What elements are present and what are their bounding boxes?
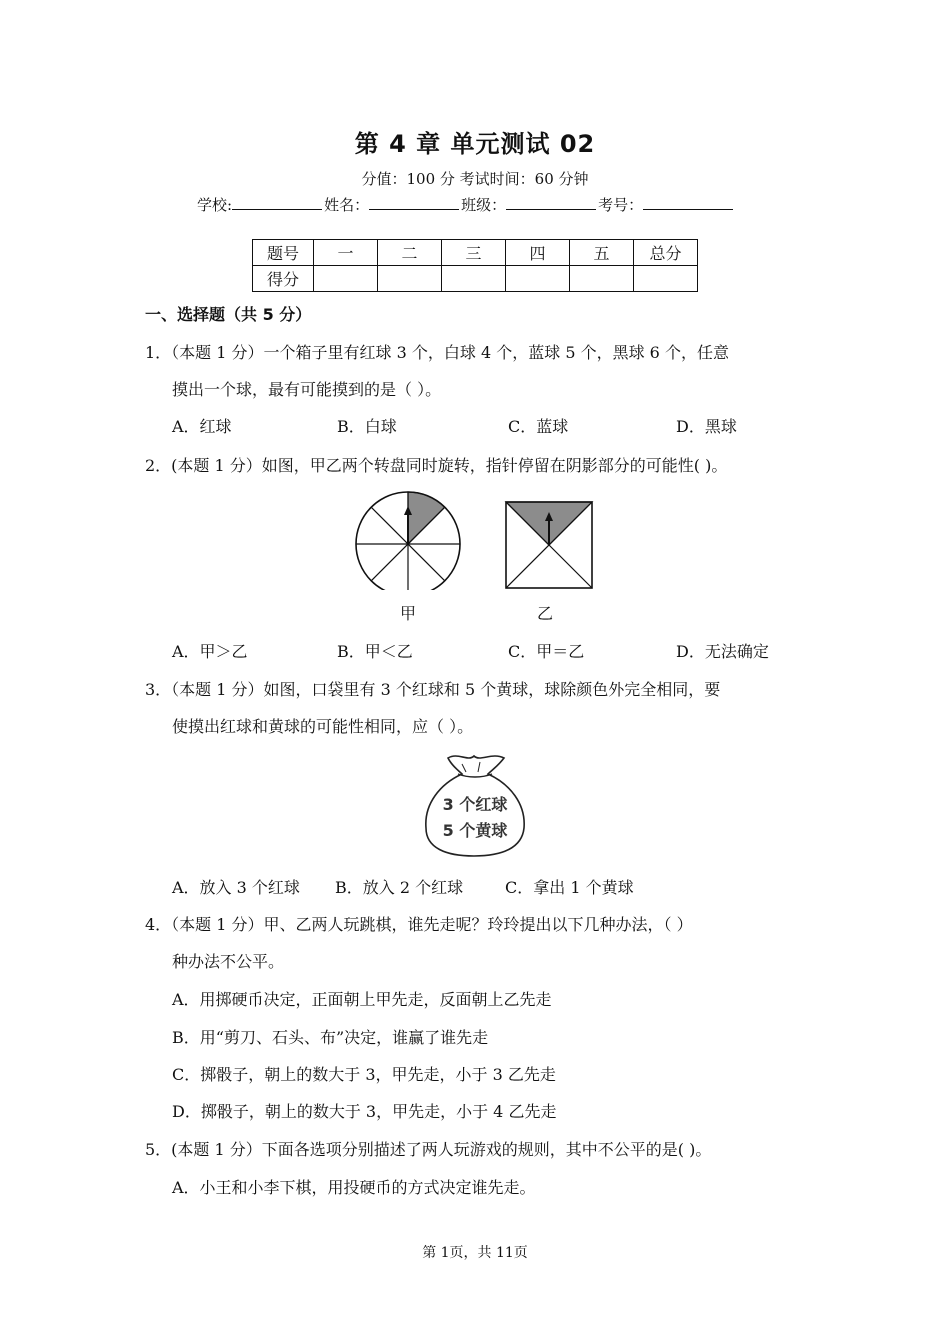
score-header-cell: 题号 [253,240,314,266]
page-title: 第 4 章 单元测试 02 [354,130,596,158]
q3-option-c: C．拿出 1 个黄球 [505,878,634,897]
q2-option-a: A．甲＞乙 [172,642,248,661]
q3-option-b: B．放入 2 个红球 [335,878,464,897]
figure-label-yi: 乙 [537,604,554,623]
bag-tie [458,774,492,777]
class-label: 班级： [461,196,507,214]
q2-option-c: C．甲＝乙 [508,642,585,661]
score-cell[interactable] [506,266,570,292]
question-3-text: 3．（本题 1 分）如图，口袋里有 3 个红球和 5 个黄球，球除颜色外完全相同，要 [145,680,721,699]
q5-option-a: A．小王和小李下棋，用投硬币的方式决定谁先走。 [172,1178,536,1197]
page-footer: 第 1页，共 11页 [422,1245,528,1261]
score-header-cell: 总分 [634,240,698,266]
spinner-square-yi [506,502,592,588]
school-blank[interactable] [232,195,322,210]
q2-option-b: B．甲＜乙 [337,642,413,661]
school-label: 学校: [197,196,233,214]
q1-option-a: A．红球 [172,417,232,436]
class-blank[interactable] [506,195,596,210]
question-1-text-cont: 摸出一个球，最有可能摸到的是（ ）。 [172,380,442,399]
q4-option-c: C．掷骰子，朝上的数大于 3，甲先走，小于 3 乙先走 [172,1065,556,1084]
exam-number-label: 考号： [598,196,644,214]
section-title: 一、选择题（共 5 分） [145,305,312,324]
score-cell[interactable] [314,266,378,292]
score-cell[interactable] [378,266,442,292]
question-4-text: 4．（本题 1 分）甲、乙两人玩跳棋，谁先走呢？玲玲提出以下几种办法，（ ） [145,915,693,934]
shaded-sector [408,492,445,544]
q4-option-b: B．用“剪刀、石头、布”决定，谁赢了谁先走 [172,1028,489,1047]
score-table [252,239,698,292]
score-header-cell: 五 [570,240,634,266]
name-blank[interactable] [369,195,459,210]
q2-option-d: D．无法确定 [676,642,769,661]
student-info-line [197,194,735,215]
spinner-figures [350,490,600,590]
score-header-cell: 二 [378,240,442,266]
ball-bag-figure [418,750,532,860]
question-5-text: 5．(本题 1 分）下面各选项分别描述了两人玩游戏的规则，其中不公平的是( )。 [145,1140,712,1159]
score-cell[interactable] [442,266,506,292]
score-cell[interactable] [570,266,634,292]
score-table-score-row [253,266,698,292]
score-cell[interactable] [634,266,698,292]
q4-option-d: D．掷骰子，朝上的数大于 3，甲先走，小于 4 乙先走 [172,1102,557,1121]
score-header-cell: 一 [314,240,378,266]
exam-subtitle: 分值：100 分 考试时间：60 分钟 [361,170,589,188]
figure-label-jia: 甲 [400,604,417,623]
exam-number-blank[interactable] [643,195,733,210]
q1-option-b: B．白球 [337,417,397,436]
question-1-text: 1．（本题 1 分）一个箱子里有红球 3 个，白球 4 个，蓝球 5 个，黑球 6 个，任意 [145,343,729,362]
question-4-text-cont: 种办法不公平。 [172,952,285,971]
score-table-header-row [253,240,698,266]
score-header-cell: 三 [442,240,506,266]
score-header-cell: 四 [506,240,570,266]
bag-text-red: 3 个红球 [442,795,508,814]
spinner-circle-jia [356,492,460,590]
question-3-text-cont: 使摸出红球和黄球的可能性相同，应（ ）。 [172,717,474,736]
score-row-label: 得分 [253,266,314,292]
name-label: 姓名： [324,196,370,214]
q3-option-a: A．放入 3 个红球 [172,878,300,897]
q1-option-c: C．蓝球 [508,417,569,436]
bag-text-yellow: 5 个黄球 [442,821,508,840]
question-2-text: 2．(本题 1 分）如图，甲乙两个转盘同时旋转，指针停留在阴影部分的可能性( )。 [145,456,728,475]
q4-option-a: A．用掷硬币决定，正面朝上甲先走，反面朝上乙先走 [172,990,552,1009]
q1-option-d: D．黑球 [676,417,737,436]
